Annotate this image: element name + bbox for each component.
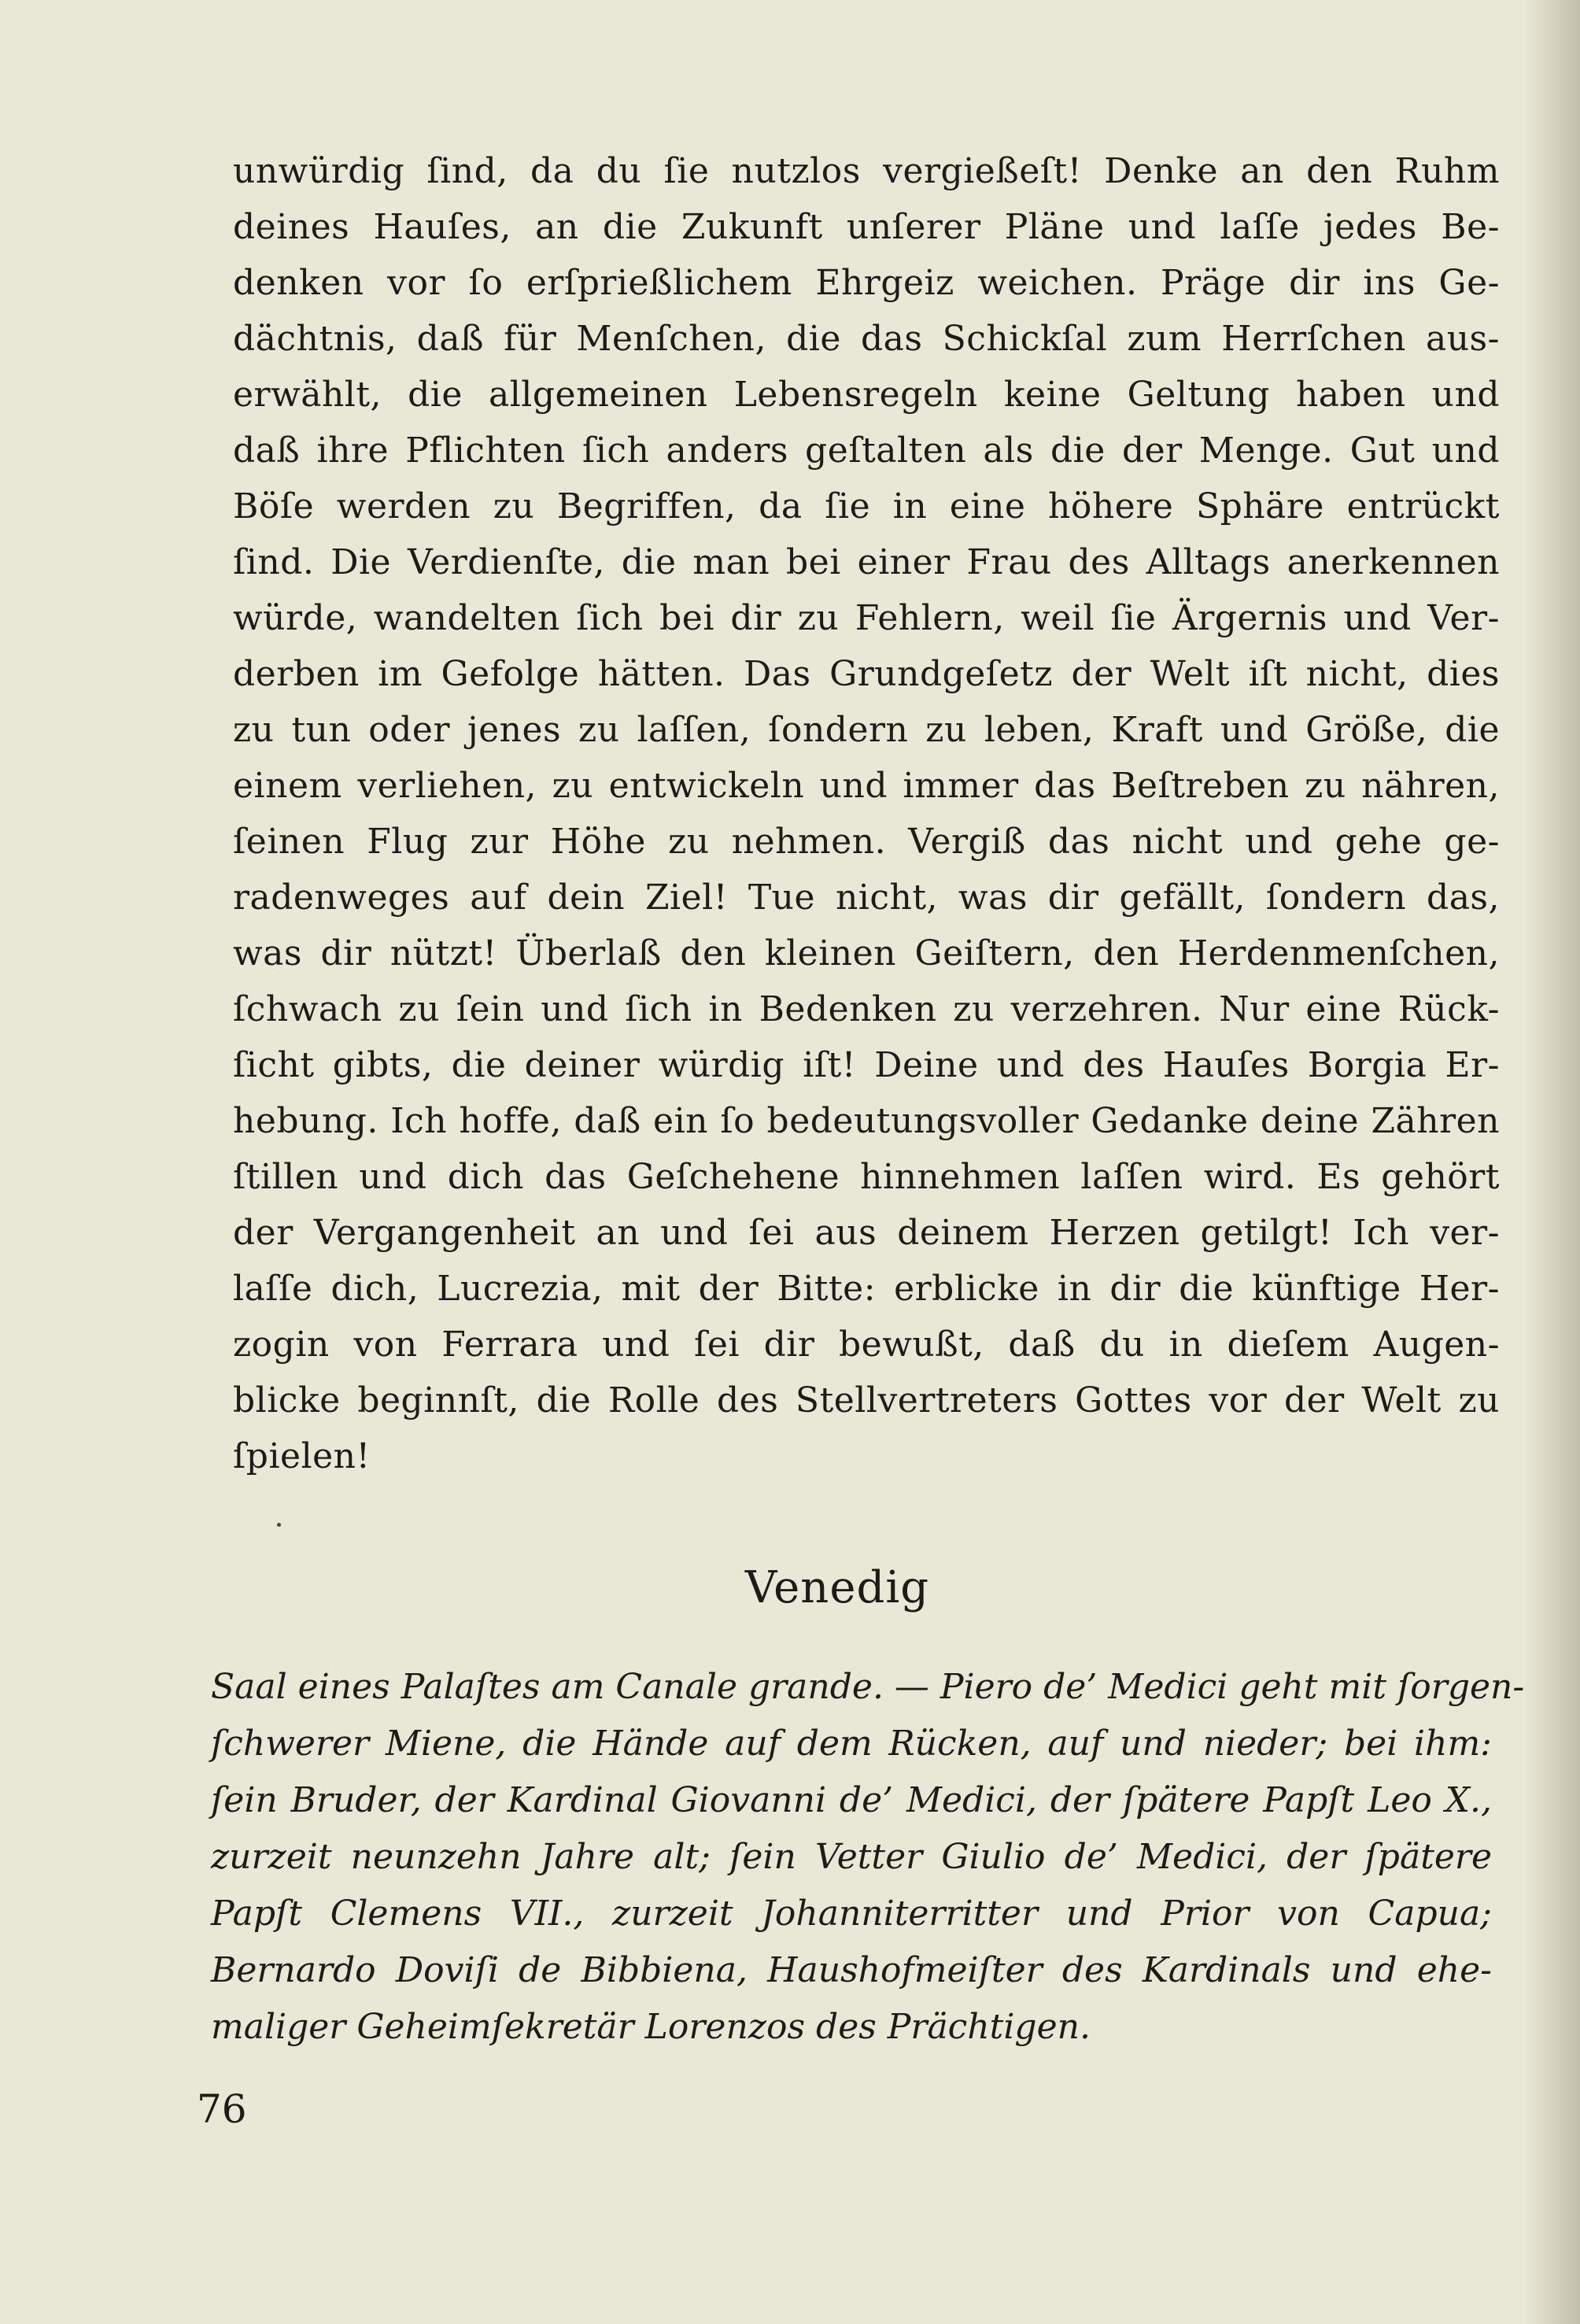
text-line: blicke beginnſt, die Rolle des Stellvertreters Gottes vor der Welt zu: [233, 1380, 1500, 1421]
text-line: der Vergangenheit an und ſei aus deinem Herzen getilgt! Ich ver-: [233, 1213, 1500, 1253]
text-line: unwürdig ſind, da du ſie nutzlos vergießeſt! Denke an den Ruhm: [233, 151, 1500, 191]
text-line: würde, wandelten ſich bei dir zu Fehlern, weil ſie Ärgernis und Ver-: [233, 598, 1500, 638]
text-line: Böſe werden zu Begriffen, da ſie in eine höhere Sphäre entrückt: [233, 486, 1500, 527]
stage-direction-line: Papſt Clemens VII., zurzeit Johanniterritter und Prior von Capua;: [211, 1894, 1492, 1934]
stage-direction: [211, 1659, 1525, 2056]
text-line: dächtnis, daß für Menſchen, die das Schickſal zum Herrſchen aus-: [233, 319, 1500, 359]
text-line: zogin von Ferrara und ſei dir bewußt, daß du in dieſem Augen-: [233, 1325, 1500, 1365]
text-line: zu tun oder jenes zu laſſen, ſondern zu leben, Kraft und Größe, die: [233, 710, 1500, 750]
section-heading: Venedig: [744, 1562, 930, 1613]
text-line: ſpielen!: [233, 1436, 371, 1476]
text-line: hebung. Ich hoffe, daß ein ſo bedeutungsvoller Gedanke deine Zähren: [233, 1101, 1500, 1141]
text-line: einem verliehen, zu entwickeln und immer das Beſtreben zu nähren,: [233, 766, 1500, 806]
stage-direction-line: ſchwerer Miene, die Hände auf dem Rücken, auf und nieder; bei ihm:: [211, 1724, 1492, 1764]
text-line: ſind. Die Verdienſte, die man bei einer Frau des Alltags anerkennen: [233, 542, 1500, 582]
stage-direction-line: Saal eines Palaſtes am Canale grande. — Piero de’ Medici geht mit ſorgen-: [211, 1667, 1525, 1707]
text-line: ſchwach zu ſein und ſich in Bedenken zu verzehren. Nur eine Rück-: [233, 989, 1500, 1029]
page-number: 76: [197, 2086, 247, 2132]
text-line: derben im Gefolge hätten. Das Grundgeſetz der Welt iſt nicht, dies: [233, 654, 1500, 694]
ink-speck: [277, 1523, 281, 1527]
text-line: ſeinen Flug zur Höhe zu nehmen. Vergiß das nicht und gehe ge-: [233, 822, 1500, 862]
stage-direction-line: ſein Bruder, der Kardinal Giovanni de’ Medici, der ſpätere Papſt Leo X.,: [211, 1780, 1492, 1820]
text-line: ſicht gibts, die deiner würdig iſt! Deine und des Hauſes Borgia Er-: [233, 1045, 1500, 1085]
text-line: radenweges auf dein Ziel! Tue nicht, was dir gefällt, ſondern das,: [233, 878, 1500, 918]
page-edge-shadow: [1525, 0, 1580, 2324]
stage-direction-line: zurzeit neunzehn Jahre alt; ſein Vetter Giulio de’ Medici, der ſpätere: [211, 1837, 1492, 1877]
body-text: [233, 143, 1500, 1484]
stage-direction-line: maliger Geheimſekretär Lorenzos des Prächtigen.: [211, 2007, 1091, 2047]
stage-direction-line: Bernardo Doviſi de Bibbiena, Haushofmeiſter des Kardinals und ehe-: [211, 1950, 1492, 1990]
text-line: denken vor ſo erſprießlichem Ehrgeiz weichen. Präge dir ins Ge-: [233, 263, 1500, 303]
text-line: laſſe dich, Lucrezia, mit der Bitte: erblicke in dir die künftige Her-: [233, 1269, 1500, 1309]
text-line: deines Hauſes, an die Zukunft unſerer Pläne und laſſe jedes Be-: [233, 207, 1500, 247]
text-line: daß ihre Pflichten ſich anders geſtalten als die der Menge. Gut und: [233, 430, 1500, 471]
text-line: ſtillen und dich das Geſchehene hinnehmen laſſen wird. Es gehört: [233, 1157, 1500, 1197]
text-line: was dir nützt! Überlaß den kleinen Geiſtern, den Herdenmenſchen,: [233, 933, 1500, 974]
text-line: erwählt, die allgemeinen Lebensregeln keine Geltung haben und: [233, 375, 1500, 415]
